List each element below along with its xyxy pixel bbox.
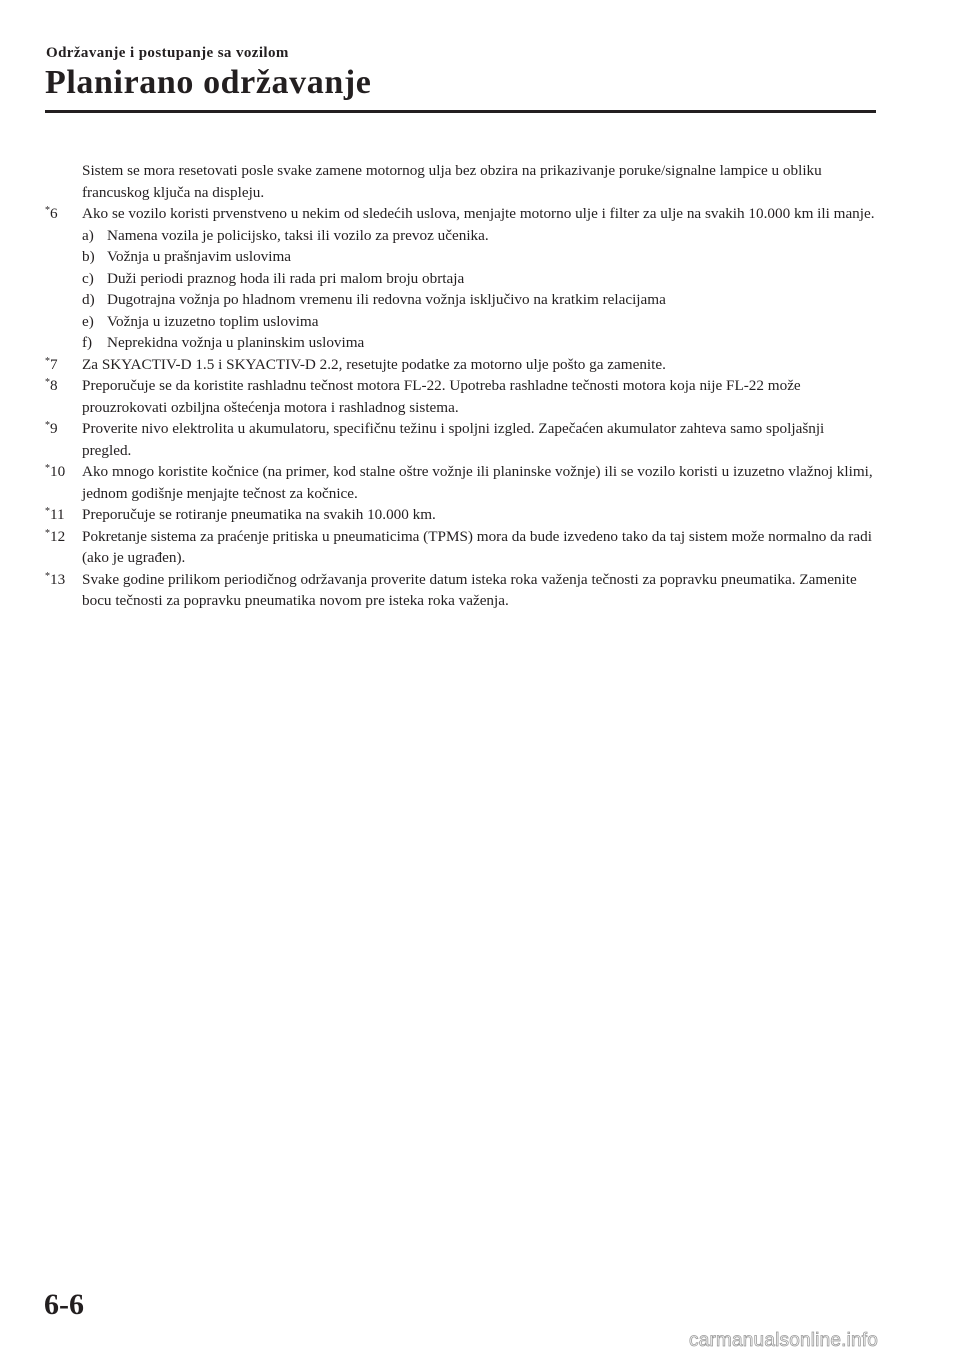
condition-letter: e) [82, 312, 94, 330]
condition-item-c [45, 268, 875, 290]
footnote-6 [45, 203, 875, 225]
condition-item-f [45, 332, 875, 354]
footnote-text: Pokretanje sistema za praćenje pritiska u pneumaticima (TPMS) mora da bude izvedeno tako da taj sistem može normalno da radi (ako je ugrađen). [82, 527, 872, 566]
footnote-number [45, 203, 58, 225]
footnote-number [45, 504, 65, 526]
footnote-digit: 13 [50, 570, 66, 588]
footnote-digit: 9 [50, 420, 58, 437]
footnote-number [45, 461, 65, 483]
footnote-digit: 8 [50, 377, 58, 394]
footnote-text: Ako se vozilo koristi prvenstveno u nekim od sledećih uslova, menjajte motorno ulje i filter za ulje na svakih 10.000 km ili manje. [82, 205, 875, 222]
footnote-7 [45, 354, 875, 376]
condition-text: Duži periodi praznog hoda ili rada pri malom broju obrtaja [107, 269, 465, 287]
footnote-digit: 6 [50, 205, 58, 222]
footnote-number [45, 375, 58, 397]
footnote-digit: 11 [50, 506, 65, 523]
condition-item-d [45, 289, 875, 311]
condition-text: Vožnja u prašnjavim uslovima [107, 248, 292, 265]
footnote-number [45, 354, 58, 376]
footnote-9 [45, 418, 875, 461]
page-number: 6-6 [44, 1288, 84, 1321]
footnote-number [45, 418, 58, 440]
condition-text: Vožnja u izuzetno toplim uslovima [107, 312, 319, 330]
condition-item-e [45, 311, 875, 333]
footnote-text: Ako mnogo koristite kočnice (na primer, kod stalne oštre vožnje ili planinske vožnje) ili se vozilo koristi u izuzetno vlažnoj klimi, jednom godišnje menjajte tečnost za kočnice. [82, 463, 873, 502]
condition-letter: b) [82, 248, 95, 265]
footnote-digit: 10 [50, 463, 66, 480]
footnote-digit: 7 [50, 355, 58, 373]
watermark-link[interactable]: carmanualsonline.info [689, 1330, 879, 1351]
footnote-mark: * [45, 527, 50, 539]
footnote-mark: * [45, 355, 50, 367]
section-label: Održavanje i postupanje sa vozilom [46, 45, 289, 61]
condition-letter: f) [82, 334, 93, 351]
footnote-text: Preporučuje se rotiranje pneumatika na svakih 10.000 km. [82, 506, 436, 523]
footnote-mark: * [45, 377, 50, 388]
title-rule [45, 110, 876, 113]
condition-item-b [45, 246, 875, 268]
footnote-digit: 12 [50, 527, 66, 545]
footnote-number [45, 569, 65, 591]
footnote-10 [45, 461, 875, 504]
condition-text: Neprekidna vožnja u planinskim uslovima [107, 334, 365, 351]
footnote-text: Svake godine prilikom periodičnog održavanja proverite datum isteka roka važenja tečnosti za popravku pneumatika. Zamenite bocu tečnosti za popravku pneumatika novom pre isteka roka važenja. [82, 570, 857, 609]
condition-letter: c) [82, 269, 94, 287]
footnote-text: Za SKYACTIV-D 1.5 i SKYACTIV-D 2.2, resetujte podatke za motorno ulje pošto ga zamenite. [82, 355, 666, 373]
condition-letter: d) [82, 291, 95, 308]
footnote-text: Preporučuje se da koristite rashladnu tečnost motora FL-22. Upotreba rashladne tečnosti motora koja nije FL-22 može prouzrokovati ozbiljna oštećenja motora i rashladnog sistema. [82, 377, 801, 416]
content-body [45, 160, 875, 612]
condition-text: Namena vozila je policijsko, taksi ili vozilo za prevoz učenika. [107, 226, 489, 244]
footnote-mark: * [45, 463, 50, 474]
footnote-12 [45, 526, 875, 569]
footnote-8 [45, 375, 875, 418]
footnote-mark: * [45, 420, 50, 431]
condition-item-a [45, 225, 875, 247]
footnote-mark: * [45, 570, 50, 582]
condition-text: Dugotrajna vožnja po hladnom vremenu ili redovna vožnja isključivo na kratkim relacijama [107, 291, 666, 308]
condition-letter: a) [82, 226, 94, 244]
footnote-number [45, 526, 65, 548]
footnote-mark: * [45, 205, 50, 216]
footnote-text: Proverite nivo elektrolita u akumulatoru, specifičnu težinu i spoljni izgled. Zapečaćen akumulator zahteva samo spoljašnji pregled. [82, 420, 825, 459]
footnote-mark: * [45, 506, 50, 517]
page-title: Planirano održavanje [45, 64, 372, 101]
intro-paragraph: Sistem se mora resetovati posle svake zamene motornog ulja bez obzira na prikazivanje poruke/signalne lampice u obliku francuskog ključa na displeju. [82, 162, 822, 201]
footnote-13 [45, 569, 875, 612]
footnote-11 [45, 504, 875, 526]
